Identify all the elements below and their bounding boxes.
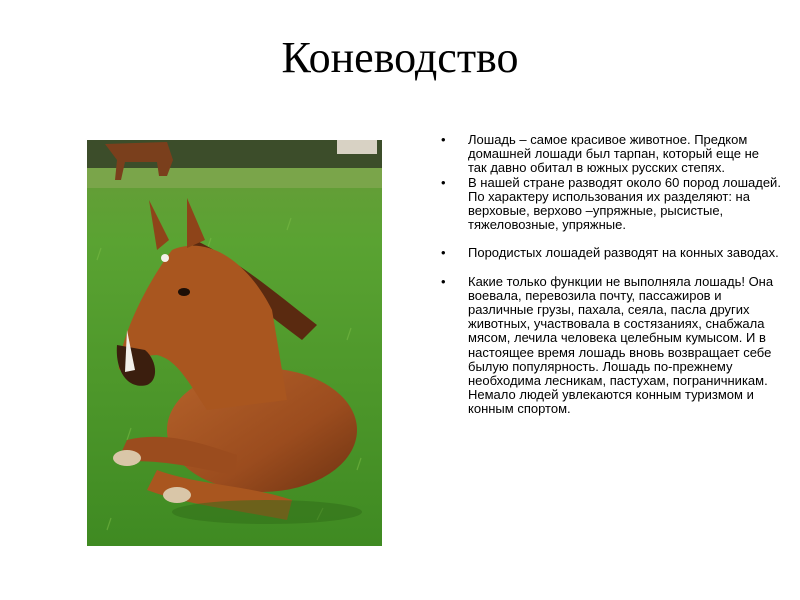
- bullet-dot-icon: •: [441, 174, 446, 190]
- bullet-dot-icon: •: [441, 245, 446, 261]
- bullet-text: В нашей стране разводят около 60 пород лошадей. По характеру использования их разделяют: на верховые, верхово –упряжные, рысистые, тяжеловозные, упряжные.: [468, 174, 781, 233]
- bullet-text: Какие только функции не выполняла лошадь! Она воевала, перевозила почту, пассажиров и различные грузы, пахала, сеяла, пасла других животных, участвовала в состязаниях, снабжала мясом, лечила человека целебным кумысом. И в настоящее время лошадь вновь возвращает себе былую популярность. Лошадь по-прежнему необходима лесникам, пастухам, пограничникам. Немало людей увлекаются конным туризмом и конным спортом.: [468, 273, 774, 417]
- list-item: [441, 133, 781, 176]
- bullet-list: [441, 133, 781, 417]
- list-item: [441, 246, 781, 260]
- list-item: [441, 275, 781, 417]
- bullet-dot-icon: •: [441, 132, 446, 147]
- bullet-text: Породистых лошадей разводят на конных заводах.: [468, 245, 779, 261]
- bullet-dot-icon: •: [441, 273, 446, 289]
- horse-foal-photo: [87, 140, 382, 546]
- bullet-text: Лошадь – самое красивое животное. Предком домашней лошади был тарпан, который еще не так давно обитал в южных русских степях.: [468, 132, 759, 176]
- slide-title: Коневодство: [281, 33, 519, 82]
- list-item: [441, 176, 781, 233]
